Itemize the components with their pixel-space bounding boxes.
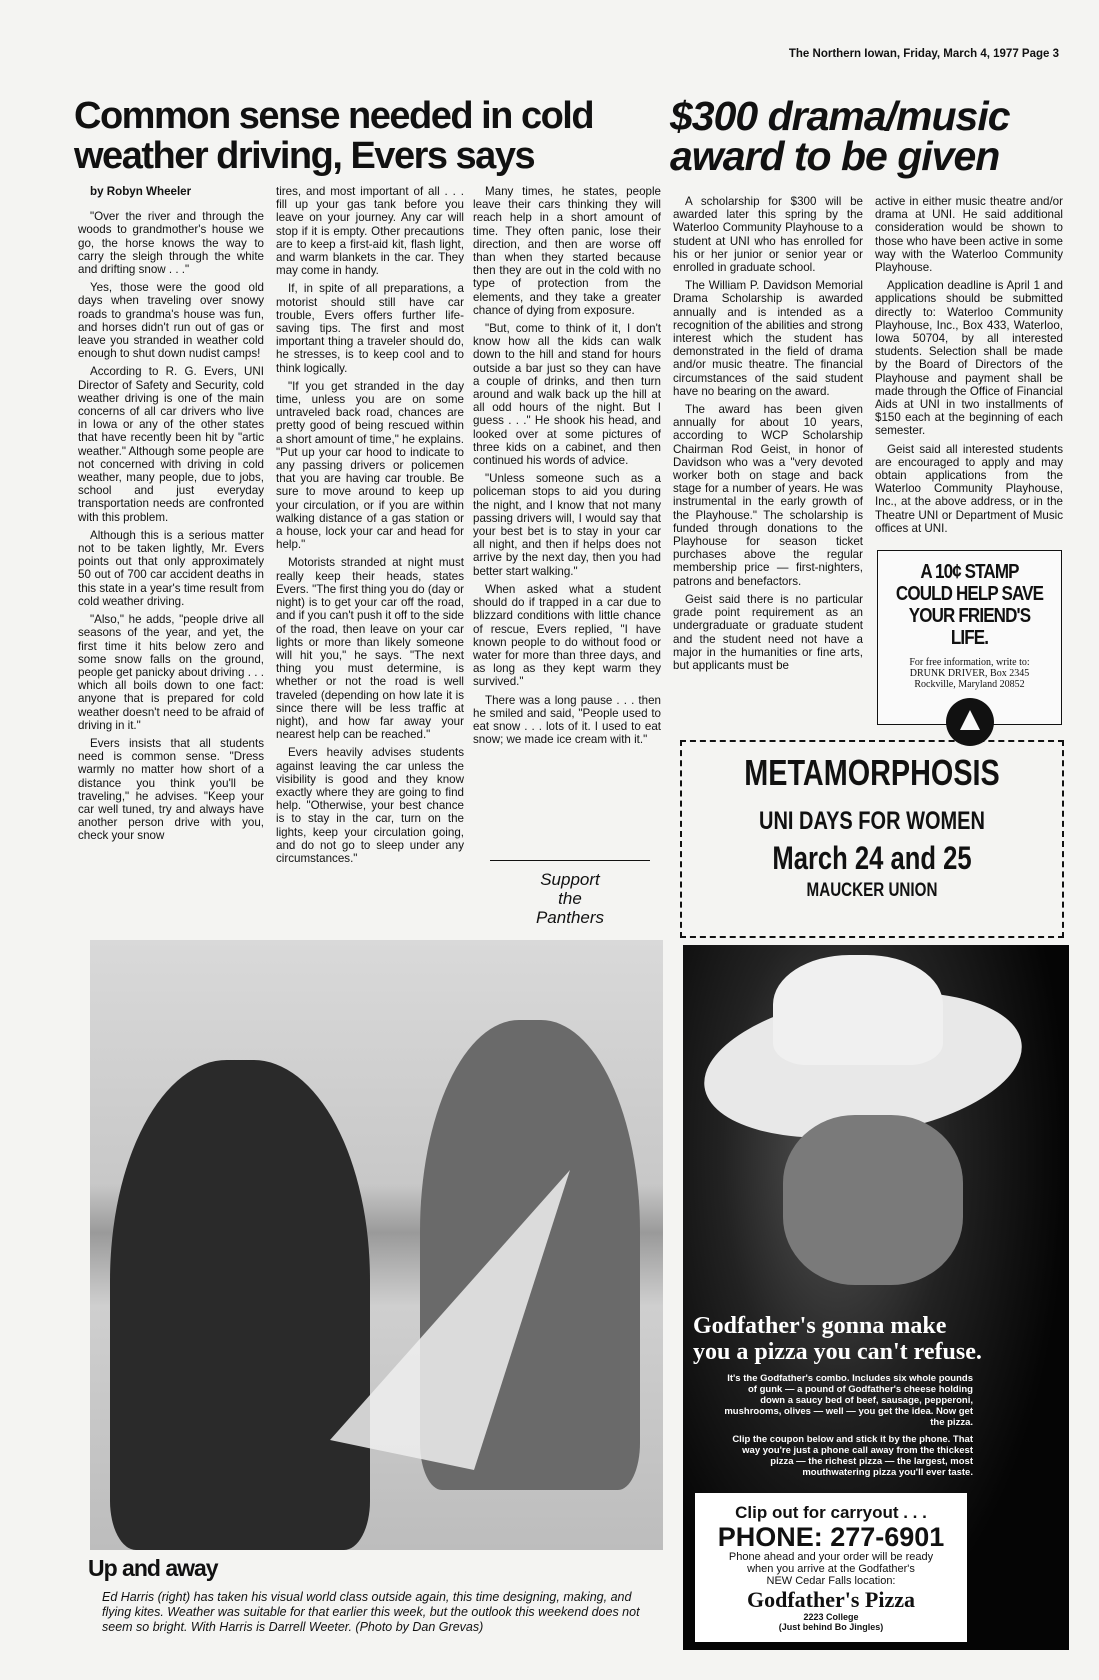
page-folio: The Northern Iowan, Friday, March 4, 1977 Page 3 (788, 48, 1059, 60)
photo-caption: Ed Harris (right) has taken his visual world class outside again, this time designing, making, and flying kites. Weather was suitable for that earlier this week, but the outlook this weekend does not seem so bright. With Harris is Darrell Weeter. (Photo by Dan Grevas) (102, 1590, 640, 1634)
paragraph: Although this is a serious matter not to be taken lightly, Mr. Evers points out that only approximately 50 out of 700 car accident deaths in this state in a year's time result from cold weather driving. (78, 528, 264, 608)
ad-subtitle: UNI DAYS FOR WOMEN (759, 807, 985, 835)
story1-column-1 (78, 185, 264, 848)
headline-line: you a pizza you can't refuse. (693, 1339, 982, 1365)
ad-location: MAUCKER UNION (806, 880, 938, 901)
metamorphosis-ad (680, 740, 1064, 938)
story2-headline: $300 drama/music award to be given (670, 93, 1010, 179)
drunk-driver-stamp-ad (877, 550, 1062, 725)
paragraph: Yes, those were the good old days when traveling over snowy roads to grandma's house was fun, and horses didn't run out of gas or leave you stranded in weather cold enough to shut down nudist camps! (78, 281, 264, 361)
byline: by Robyn Wheeler (90, 185, 192, 198)
info-line: For free information, write to: (909, 657, 1030, 668)
paragraph: Many times, he states, people leave their cars thinking they will reach help in a short amount of time. They often panic, lose their direction, and then are worse off than when they started because then they are out in the cold with no type of protection from the elements, and they take a greater chance of dying from exposure. (473, 185, 661, 317)
person-left-figure (110, 1060, 370, 1550)
paragraph: Geist said there is no particular grade point requirement as an undergraduate or graduate student and the student need not have a major in the humanities or fine arts, but applicants must be (673, 592, 863, 672)
hat-crown-image (773, 955, 943, 1065)
dot-seal-icon (946, 698, 994, 746)
stamp-ad-headline (892, 561, 1048, 649)
filler-line: Panthers (535, 908, 605, 927)
paragraph: A scholarship for $300 will be awarded later this spring by the Waterloo Community Playhouse to a student at UNI who has enrolled for his or her junior or senior year or enrolled in graduate school. (673, 195, 863, 275)
ad-paragraph: It's the Godfather's combo. Includes six whole pounds of gunk — a pound of Godfather's cheese holding down a saucy bed of beef, sausage, pepperoni, mushrooms, olives — well — you get the idea. Now get the pizza. (724, 1373, 973, 1428)
paragraph: Evers insists that all students need is common sense. "Dress warmly no matter how short of a distance you think you'll be traveling," he advises. "Keep your car well tuned, try and always have another person drive with you, check your snow (78, 736, 264, 843)
story1-column-3 (473, 185, 661, 751)
paragraph: When asked what a student should do if trapped in a car due to blizzard conditions with little chance of rescue, Evers replied, "I have known people to do without food or water for more than three days, and as long as they kept warm they survived." (473, 582, 661, 689)
coupon-address: 2223 College (803, 1612, 859, 1622)
paragraph: Geist said all interested students are encouraged to apply and may obtain applications from the Waterloo Community Playhouse, Inc., at the above address, or in the Theatre UNI or Department of Music offices at UNI. (875, 442, 1063, 535)
coupon-phone: PHONE: 277-6901 (717, 1522, 945, 1552)
paragraph: "Unless someone such as a policeman stops to aid you during the night, and I know that not many passing drivers will, I would say that your best bet is to stay in your car all night, and then if helps does not arrive by the next day, then you had better start walking." (473, 472, 661, 578)
ad-headline (693, 1313, 982, 1365)
headline-line: A 10¢ STAMP (920, 561, 1019, 583)
info-line: Rockville, Maryland 20852 (914, 679, 1025, 690)
divider-rule (490, 860, 650, 861)
story1-headline: Common sense needed in cold weather driving, Evers says (74, 95, 594, 177)
paragraph: The William P. Davidson Memorial Drama Scholarship is awarded annually and is intended as a recognition of the abilities and strong interest which the student has demonstrated in the field of drama and/or music theatre. The financial circumstances of the said student have no bearing on the award. (673, 279, 863, 398)
coupon-landmark: (Just behind Bo Jingles) (778, 1622, 884, 1632)
support-panthers-filler (520, 870, 620, 927)
ad-title: METAMORPHOSIS (744, 752, 1000, 793)
paragraph: "But, come to think of it, I don't know how all the kids can walk down to the hill and stand for hours outside a bar just so they can have a couple of drinks, and then turn around and walk back up the hill at all odd hours of the night. But I guess . . ." He shook his head, and looked over at some pictures of three kids on a cabinet, and then continued his words of advice. (473, 322, 661, 468)
ad-paragraph: Clip the coupon below and stick it by the phone. That way you're just a phone call away from the thickest pizza — the richest pizza — the largest, most mouthwatering pizza you'll ever taste. (732, 1434, 973, 1478)
story1-column-2 (276, 185, 464, 870)
filler-line: the (558, 889, 582, 908)
coupon-brand-logo: Godfather's Pizza (746, 1587, 916, 1612)
info-line: DRUNK DRIVER, Box 2345 (909, 668, 1030, 679)
paragraph: The award has been given annually for about 10 years, according to WCP Scholarship Chairman Rod Geist, in honor of Davidson who was a "very devoted worker both on stage and back stage for a number of years. He was instrumental in the early growth of the Playhouse." The scholarship is funded through donations to the Playhouse for season ticket purchases above the regular membership price — first-nighters, patrons and benefactors. (673, 403, 863, 588)
filler-line: Support (540, 870, 600, 889)
stamp-ad-info (878, 657, 1061, 690)
headline-line: Godfather's gonna make (693, 1313, 947, 1339)
paragraph: Evers heavily advises students against leaving the car unless the visibility is good and they know exactly where they are going to find help. "Otherwise, your best chance is to stay in the car, turn on the lights, keep your circulation going, and do not go to sleep under any circumstances." (276, 746, 464, 865)
paragraph: According to R. G. Evers, UNI Director of Safety and Security, cold weather driving is one of the main concerns of all car drivers who live in Iowa or any of the other states that have recently been hit by "artic weather." Although some people are not concerned with driving in cold weather, many people, due to jobs, school and just everyday transportation needs are confronted with this problem. (78, 365, 264, 524)
godfathers-pizza-ad (683, 945, 1069, 1650)
coupon-clip-label: Clip out for carryout . . . (735, 1503, 927, 1522)
headline-line: COULD HELP SAVE (895, 583, 1044, 605)
coupon-note: when you arrive at the Godfather's (747, 1563, 915, 1575)
paragraph: "Also," he adds, "people drive all seasons of the year, and yet, the first time it hits below zero and some snow falls on the ground, people get panicky about driving . . . which all boils down to one fact: anyone that is prepared for cold weather doesn't need to be afraid of driving in it." (78, 613, 264, 732)
story2-column-1 (673, 195, 863, 677)
coupon-note: NEW Cedar Falls location: (766, 1575, 896, 1587)
paragraph: There was a long pause . . . then he smiled and said, "People used to eat snow . . . lots of it. I used to eat snow; we made ice cream with it." (473, 693, 661, 747)
paragraph: If, in spite of all preparations, a motorist should still have car trouble, Evers offers further life-saving tips. The first and most important thing a traveler should do, he stresses, is to keep cool and to think logically. (276, 282, 464, 375)
paragraph: "Over the river and through the woods to grandmother's house we go, the horse knows the way to carry the sleigh through the white and drifting snow . . ." (78, 210, 264, 277)
paragraph: Motorists stranded at night must really keep their heads, states Evers. "The first thing you do (day or night) is to get your car off the road, and if you can't push it off to the side of the road, then leave on your car lights or more than likely someone will hit you," he says. "The next thing you must determine, is whether or not the road is well traveled (depending on how late it is since there will be less traffic at night), and how far away your nearest help can be reached." (276, 556, 464, 742)
paragraph: Application deadline is April 1 and applications should be submitted directly to: Waterloo Community Playhouse, Inc., Box 433, Waterloo, Iowa 50704, by all interested students. Selection shall be made by the Board of Directors of the Playhouse and payment shall be made through the Office of Financial Aids at UNI in two installments of $150 each at the beginning of each semester. (875, 279, 1063, 438)
headline-line: YOUR FRIEND'S LIFE. (908, 605, 1031, 649)
ad-body (723, 1373, 973, 1478)
face-image (783, 1115, 963, 1285)
ad-dates: March 24 and 25 (772, 840, 972, 876)
photo-headline: Up and away (88, 1555, 218, 1581)
story2-column-2 (875, 195, 1063, 540)
coupon-note: Phone ahead and your order will be ready (728, 1551, 934, 1563)
kite-photo (90, 940, 663, 1550)
paragraph: tires, and most important of all . . . fill up your gas tank before you leave on your journey. Any car will stop if it is empty. Other precautions are to keep a first-aid kit, flash light, and warm blankets in the car. They may come in handy. (276, 185, 464, 278)
carryout-coupon[interactable] (695, 1493, 967, 1642)
paragraph: "If you get stranded in the day time, unless you are on some untraveled back road, chances are pretty good of being rescued within a short amount of time," he explains. "Put up your car hood to indicate to any passing drivers or policemen that you are having car trouble. Be sure to move around to keep up your circulation, or if you are within walking distance of a gas station or a house, lock your car and head for help." (276, 379, 464, 552)
paragraph: active in either music theatre and/or drama at UNI. He said additional consideration would be shown to those who have been active in some way with the Waterloo Community Playhouse. (875, 195, 1063, 275)
